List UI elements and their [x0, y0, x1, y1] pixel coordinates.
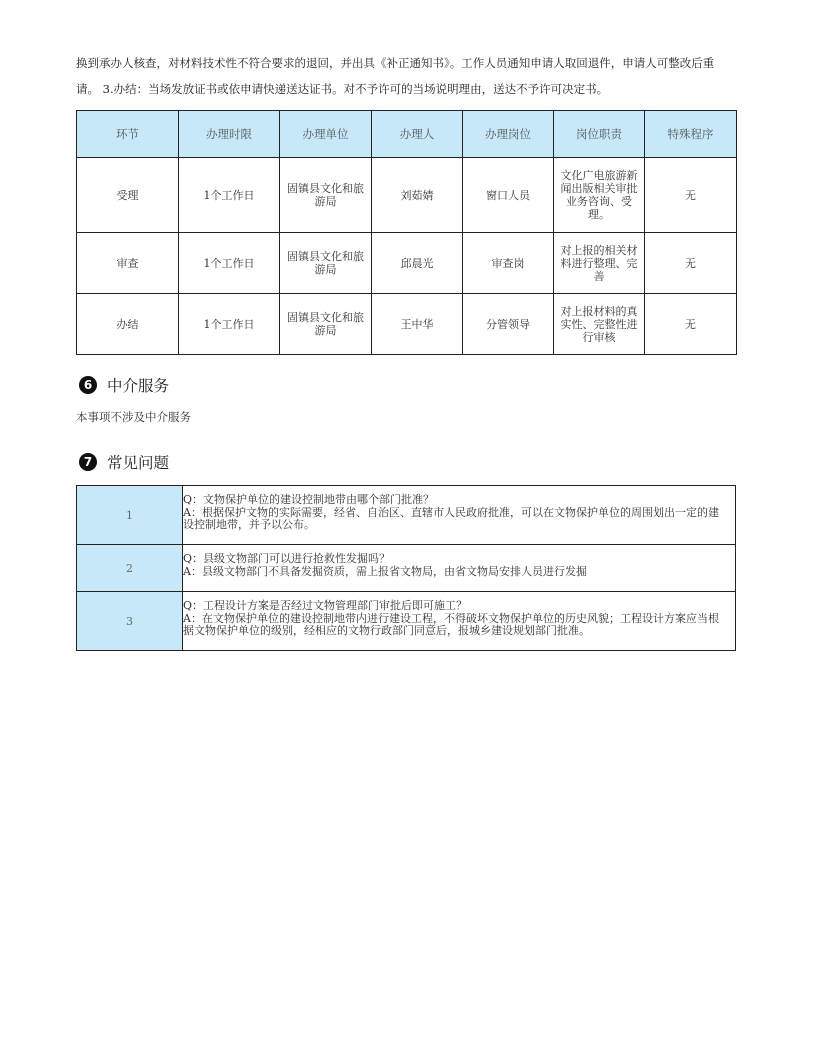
cell-post: 审查岗 [463, 233, 554, 294]
cell-time-limit: 1个工作日 [179, 294, 280, 355]
cell-duty: 对上报材料的真实性、完整性进行审核 [554, 294, 645, 355]
faq-row [77, 592, 736, 651]
header-post: 办理岗位 [463, 111, 554, 158]
cell-stage: 办结 [77, 294, 179, 355]
header-stage: 环节 [77, 111, 179, 158]
cell-post: 分管领导 [463, 294, 554, 355]
header-duty: 岗位职责 [554, 111, 645, 158]
faq-content [183, 545, 736, 592]
cell-special: 无 [645, 233, 737, 294]
cell-unit: 固镇县文化和旅游局 [280, 294, 372, 355]
section-number-badge: 7 [79, 453, 97, 471]
table-row [77, 294, 737, 355]
faq-index: 2 [77, 545, 183, 592]
cell-time-limit: 1个工作日 [179, 233, 280, 294]
header-unit: 办理单位 [280, 111, 372, 158]
intro-line-2: 请。 3.办结：当场发放证书或依申请快递送达证书。对不予许可的当场说明理由，送达不予许可决定书。 [76, 82, 609, 96]
section-6-text: 本事项不涉及中介服务 [76, 410, 191, 424]
section-7-heading [76, 451, 736, 473]
header-time-limit: 办理时限 [179, 111, 280, 158]
faq-answer: A：在文物保护单位的建设控制地带内进行建设工程，不得破坏文物保护单位的历史风貌；工程设计方案应当根据文物保护单位的级别，经相应的文物行政部门同意后，报城乡建设规划部门批准。 [183, 611, 719, 637]
faq-answer: A：根据保护文物的实际需要，经省、自治区、直辖市人民政府批准，可以在文物保护单位的周围划出一定的建设控制地带，并予以公布。 [183, 505, 719, 531]
faq-row [77, 545, 736, 592]
cell-time-limit: 1个工作日 [179, 158, 280, 233]
cell-special: 无 [645, 158, 737, 233]
table-row [77, 233, 737, 294]
cell-unit: 固镇县文化和旅游局 [280, 158, 372, 233]
section-title: 中介服务 [107, 377, 170, 395]
cell-stage: 受理 [77, 158, 179, 233]
cell-duty: 文化广电旅游新闻出版相关审批业务咨询、受理。 [554, 158, 645, 233]
section-title: 常见问题 [107, 454, 170, 472]
header-person: 办理人 [372, 111, 463, 158]
faq-question: Q：工程设计方案是否经过文物管理部门审批后即可施工？ [183, 599, 468, 612]
cell-person: 王中华 [372, 294, 463, 355]
section-number-badge: 6 [79, 376, 97, 394]
faq-content [183, 592, 736, 651]
header-special: 特殊程序 [645, 111, 737, 158]
intro-line-1: 换到承办人核查，对材料技术性不符合要求的退回，并出具《补正通知书》。工作人员通知申请人取回退件，申请人可整改后重 [76, 56, 715, 70]
cell-post: 窗口人员 [463, 158, 554, 233]
faq-question: Q：县级文物部门可以进行抢救性发掘吗？ [183, 552, 391, 565]
faq-content [183, 486, 736, 545]
faq-index: 1 [77, 486, 183, 545]
faq-index: 3 [77, 592, 183, 651]
faq-table [76, 485, 736, 651]
faq-row [77, 486, 736, 545]
cell-unit: 固镇县文化和旅游局 [280, 233, 372, 294]
faq-answer: A：县级文物部门不具备发掘资质，需上报省文物局，由省文物局安排人员进行发掘 [183, 564, 587, 578]
cell-person: 刘茹婧 [372, 158, 463, 233]
section-6-heading [76, 374, 736, 396]
faq-question: Q：文物保护单位的建设控制地带由哪个部门批准？ [183, 493, 435, 506]
cell-special: 无 [645, 294, 737, 355]
process-header-row [77, 111, 737, 158]
cell-stage: 审查 [77, 233, 179, 294]
document-page [76, 50, 736, 651]
process-table [76, 110, 737, 355]
cell-duty: 对上报的相关材料进行整理、完善 [554, 233, 645, 294]
cell-person: 邱晨光 [372, 233, 463, 294]
table-row [77, 158, 737, 233]
